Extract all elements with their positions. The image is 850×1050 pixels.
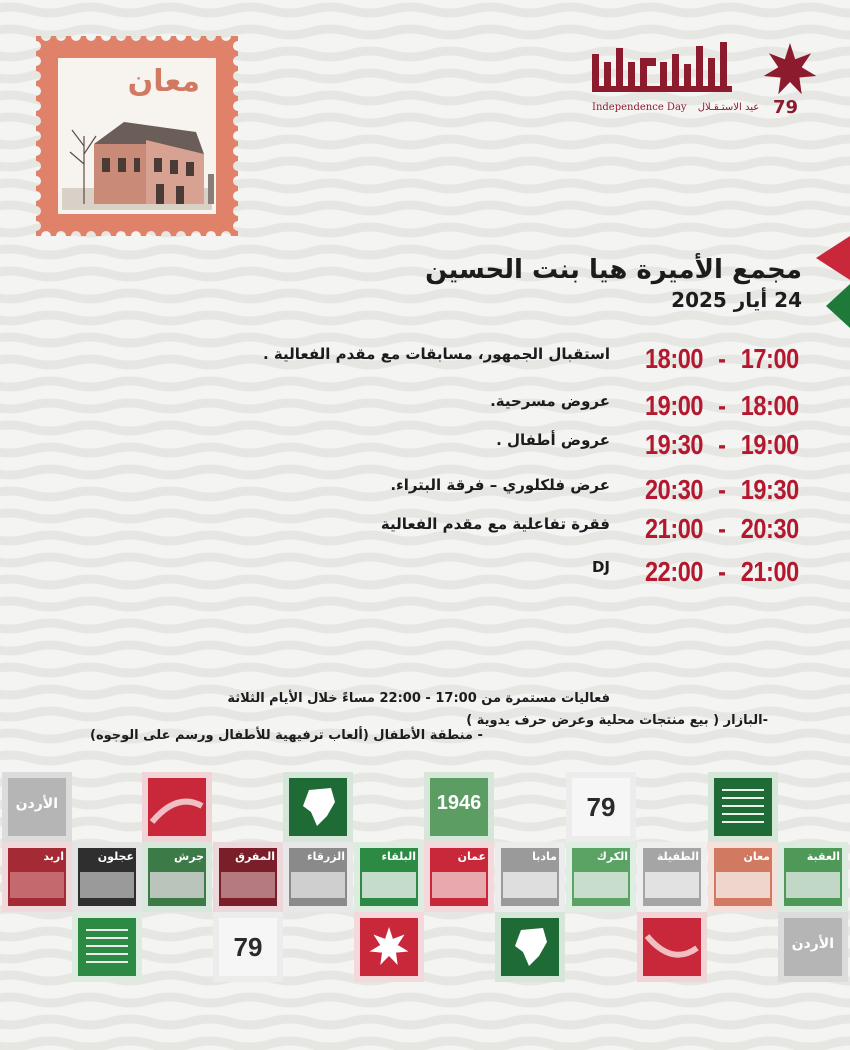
kids-area-note: - منطقة الأطفال (ألعاب ترفيهية للأطفال ورسم على الوجوه) <box>90 728 483 743</box>
schedule-row <box>0 474 850 508</box>
schedule-time: 19:00 - 18:00 <box>645 390 799 421</box>
end-time: 21:00 <box>645 513 704 544</box>
venue-name: مجمع الأميرة هيا بنت الحسين <box>425 255 802 285</box>
stamp-jordan-text: الأردن <box>2 772 72 842</box>
start-time: 17:00 <box>740 343 799 374</box>
end-time: 18:00 <box>645 343 704 374</box>
start-time: 19:30 <box>740 474 799 505</box>
event-date: 24 أيار 2025 <box>671 288 802 312</box>
start-time: 18:00 <box>740 390 799 421</box>
stamp-zarqa: الزرقاء <box>283 842 353 912</box>
stamp-red-pattern <box>637 912 707 982</box>
ongoing-activities-note: فعاليات مستمرة من 17:00 - 22:00 مساءً خلال الأيام الثلاثة <box>227 691 610 706</box>
start-time: 21:00 <box>740 556 799 587</box>
schedule-description: عروض أطفال . <box>496 431 610 449</box>
schedule-row <box>0 429 850 463</box>
logo-subtitle-en: Independence Day <box>592 102 687 113</box>
schedule-time: 21:00 - 20:30 <box>645 513 799 544</box>
end-time: 19:00 <box>645 390 704 421</box>
stamp-79 <box>213 912 283 982</box>
schedule-description: عرض فلكلوري – فرقة البتراء. <box>390 476 610 494</box>
stamp-green-text <box>72 912 142 982</box>
stamp-aqaba: العقبة <box>778 842 848 912</box>
stamp-tafilah: الطفيلة <box>637 842 707 912</box>
stamp-karak: الكرك <box>566 842 636 912</box>
venue-heading <box>342 254 802 312</box>
stamp-jordan-map <box>283 772 353 842</box>
logo-subtitle-ar: عيد الاستـقـلال <box>697 102 760 113</box>
stamp-amman: عمان <box>424 842 494 912</box>
activities-list <box>90 713 768 743</box>
stamp-year-label: 1946 <box>436 792 482 814</box>
end-time: 20:30 <box>645 474 704 505</box>
stamp-79-label: 79 <box>586 792 616 822</box>
schedule-time: 20:30 - 19:30 <box>645 474 799 505</box>
schedule-row <box>0 390 850 424</box>
stamp-star <box>354 912 424 982</box>
schedule-description: فقرة تفاعلية مع مقدم الفعالية <box>380 515 610 533</box>
stamp-79-label: 79 <box>233 932 263 962</box>
schedule-description: استقبال الجمهور، مسابقات مع مقدم الفعالية . <box>262 345 610 363</box>
stamp-mafraq: المفرق <box>213 842 283 912</box>
logo-anniversary-number: 79 <box>772 97 798 118</box>
governorate-stamps-strip <box>0 768 850 988</box>
stamp-jordan-map <box>495 912 565 982</box>
city-stamp-label: معان <box>127 64 200 99</box>
city-postage-stamp <box>36 36 238 236</box>
start-time: 20:30 <box>740 513 799 544</box>
end-time: 22:00 <box>645 556 704 587</box>
stamp-irbid: اربد <box>2 842 72 912</box>
stamp-79 <box>566 772 636 842</box>
schedule-description: عروض مسرحية. <box>490 392 610 410</box>
start-time: 19:00 <box>740 429 799 460</box>
schedule-row <box>0 343 850 377</box>
schedule-time: 18:00 - 17:00 <box>645 343 799 374</box>
stamp-1946 <box>424 772 494 842</box>
schedule-time: 22:00 - 21:00 <box>645 556 799 587</box>
stamp-madaba: مادبا <box>495 842 565 912</box>
end-time: 19:30 <box>645 429 704 460</box>
independence-day-logo <box>588 38 818 120</box>
stamp-maan: معان <box>708 842 778 912</box>
logo-subtitle <box>592 102 759 113</box>
stamp-jerash: جرش <box>142 842 212 912</box>
schedule-row <box>0 556 850 590</box>
logo-wordmark <box>588 38 756 96</box>
stamp-red-pattern <box>142 772 212 842</box>
stamp-ajloun: عجلون <box>72 842 142 912</box>
stamp-jordan-text: الأردن <box>778 912 848 982</box>
flag-triangles-icon <box>816 236 850 328</box>
schedule-description: DJ <box>591 558 610 576</box>
seven-point-star-icon <box>762 42 818 98</box>
stamp-balqa: البلقاء <box>354 842 424 912</box>
bazaar-note: -البازار ( بيع منتجات محلية وعرض حرف يدوية ) <box>466 713 768 728</box>
stamp-green-text <box>708 772 778 842</box>
schedule-time: 19:30 - 19:00 <box>645 429 799 460</box>
schedule-row <box>0 513 850 547</box>
